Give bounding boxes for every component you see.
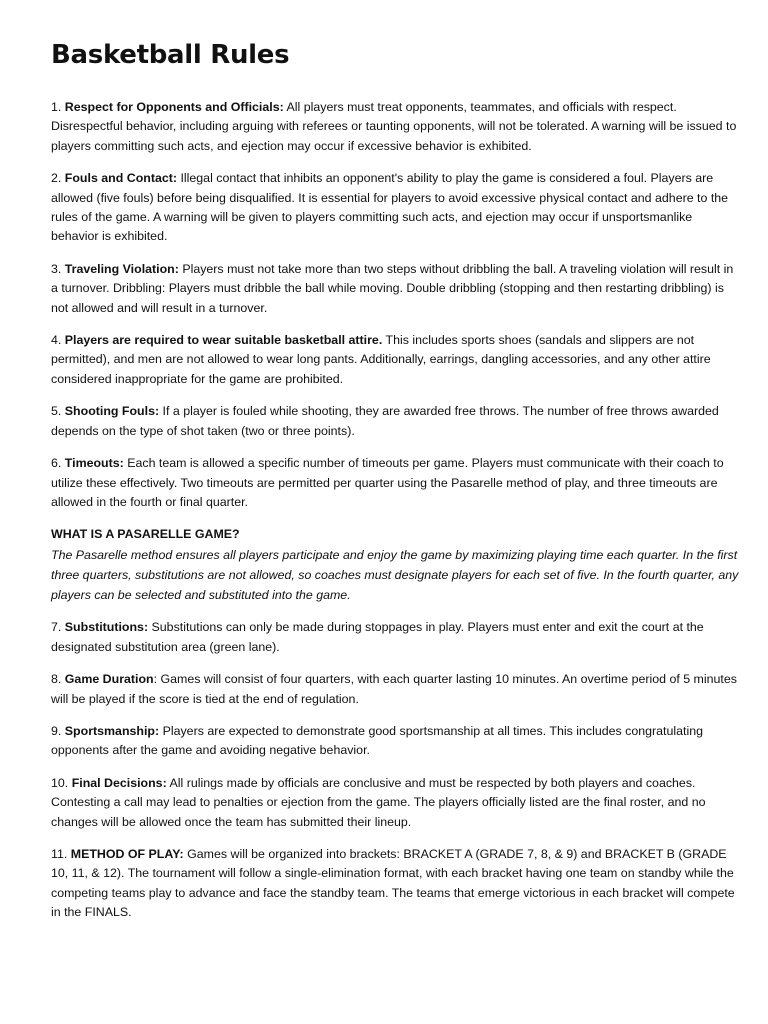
rule-text: All rulings made by officials are conclusive and must be respected by both players and coaches. Contesting a call may lead to penalties or ejection from the game. The players officially listed are the final roster, and no changes will be allowed once the team has submitted their lineup. [51, 775, 706, 829]
rule-text: All players must treat opponents, teammates, and officials with respect. Disrespectful behavior, including arguing with referees or taunting opponents, will not be tolerated. A warning will be issued to players committing such acts, and ejection may occur if excessive behavior is exhibited. [51, 100, 737, 153]
rule-number: 6. [51, 456, 62, 471]
rule-heading: Final Decisions: [71, 775, 167, 790]
rule-heading: Fouls and Contact: [64, 171, 177, 186]
rule-number: 9. [51, 723, 62, 738]
rule-text: Players are expected to demonstrate good sportsmanship at all times. This includes congratulating opponents after the game and avoiding negative behavior. [51, 723, 704, 758]
rule-text: If a player is fouled while shooting, they are awarded free throws. The number of free throws awarded depends on the type of shot taken (two or three points). [51, 404, 719, 438]
rule-heading: Players are required to wear suitable basketball attire. [64, 333, 383, 348]
rule-heading: Respect for Opponents and Officials: [64, 100, 284, 114]
rule-heading: Shooting Fouls: [64, 404, 160, 419]
rule-6 [51, 454, 741, 512]
page-title: Basketball Rules [51, 40, 290, 70]
rule-number: 7. [51, 620, 62, 635]
rule-heading: Substitutions: [64, 620, 149, 635]
rule-8 [51, 670, 741, 709]
rule-number: 1. [51, 100, 62, 114]
rule-2 [51, 169, 741, 247]
rule-heading: Traveling Violation: [64, 261, 179, 276]
rule-9 [51, 722, 741, 761]
rule-text: This includes sports shoes (sandals and slippers are not permitted), and men are not allowed to wear long pants. Additionally, earrings, dangling accessories, and any other attire considered inappropriate for the game are prohibited. [51, 333, 711, 386]
rule-number: 10. [51, 775, 69, 790]
rule-1 [51, 98, 741, 156]
rule-text: : Games will consist of four quarters, with each quarter lasting 10 minutes. An overtime period of 5 minutes will be played if the score is tied at the end of regulation. [51, 672, 737, 706]
rule-5 [51, 402, 741, 441]
rule-text: Games will be organized into brackets: BRACKET A (GRADE 7, 8, & 9) and BRACKET B (GRADE 10, 11, & 12). The tournament will follow a single-elimination format, with each bracket having one team on standby while the competing teams play to advance and face the standby team. The teams that emerge victorious in each bracket will compete in the FINALS. [51, 846, 735, 920]
rule-number: 3. [51, 261, 62, 276]
rule-text: Substitutions can only be made during stoppages in play. Players must enter and exit the court at the designated substitution area (green lane). [51, 620, 704, 654]
rule-4 [51, 331, 741, 389]
rule-number: 11. [51, 846, 68, 861]
rule-11 [51, 845, 741, 923]
rule-number: 4. [51, 333, 62, 348]
rule-heading: Game Duration [64, 672, 154, 687]
rule-10 [51, 774, 741, 832]
rule-3 [51, 260, 741, 318]
document-page [51, 36, 741, 936]
pasarelle-description: The Pasarelle method ensures all players participate and enjoy the game by maximizing playing time each quarter. In the first three quarters, substitutions are not allowed, so coaches must designate players for each set of five. In the fourth quarter, any players can be selected and substituted into the game. [51, 548, 739, 603]
rule-heading: METHOD OF PLAY: [70, 846, 184, 861]
rule-number: 2. [51, 171, 62, 186]
rule-7 [51, 618, 741, 657]
rule-heading: Timeouts: [64, 456, 124, 471]
rule-text: Illegal contact that inhibits an opponent's ability to play the game is considered a foul. Players are allowed (five fouls) before being disqualified. It is essential for players to avoid excessive physical contact and adhere to the rules of the game. A warning will be given to players committing such acts, and ejection may occur if unsportsmanlike behavior is exhibited. [51, 171, 729, 244]
pasarelle-heading: WHAT IS A PASARELLE GAME? [51, 527, 240, 542]
rule-number: 8. [51, 672, 62, 687]
rule-text: Each team is allowed a specific number of timeouts per game. Players must communicate with their coach to utilize these effectively. Two timeouts are permitted per quarter using the Pasarelle method of play, and three timeouts are allowed in the fourth or final quarter. [51, 456, 724, 509]
rule-text: Players must not take more than two steps without dribbling the ball. A traveling violation will result in a turnover. Dribbling: Players must dribble the ball while moving. Double dribbling (stopping and then restarting dribbling) is not allowed and will result in a turnover. [51, 261, 734, 315]
rule-number: 5. [51, 404, 62, 419]
rule-heading: Sportsmanship: [64, 723, 160, 738]
